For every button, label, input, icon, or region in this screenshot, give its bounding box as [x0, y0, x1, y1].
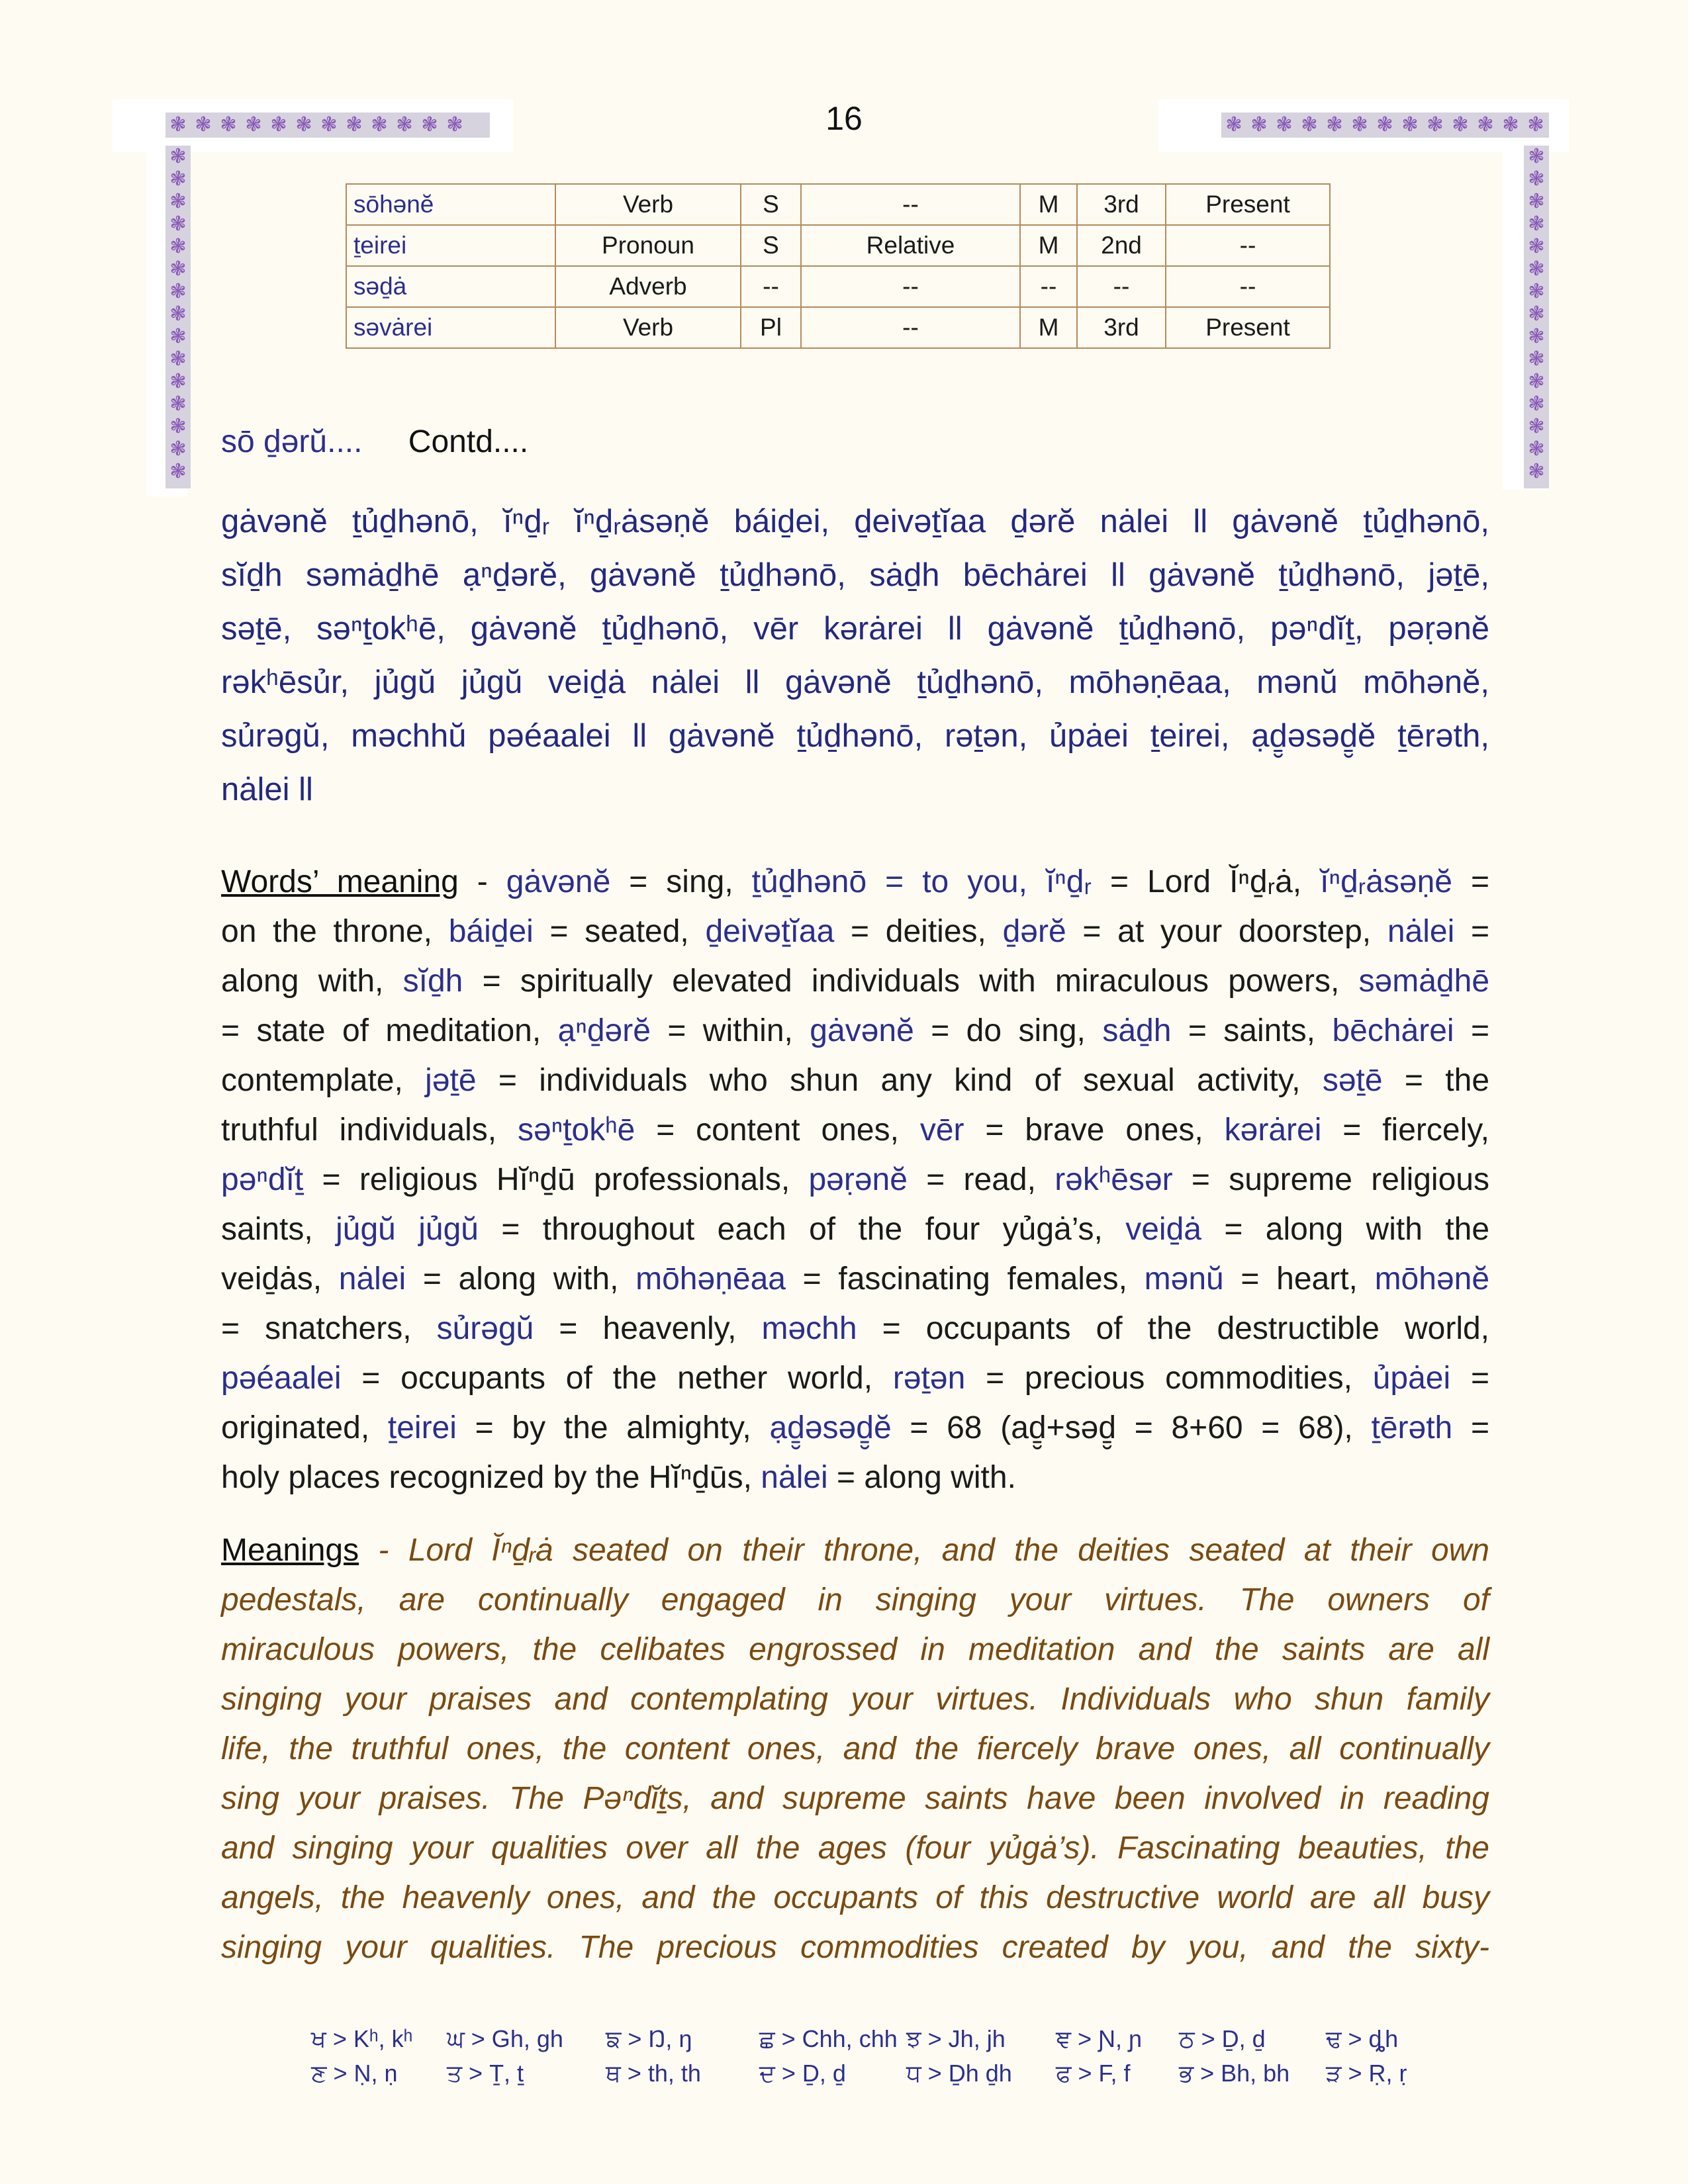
definition-text: = the	[1382, 1063, 1490, 1098]
legend-entry: ਢ > ȡh	[1326, 2025, 1399, 2052]
table-cell: Pl	[741, 307, 801, 348]
flower-ornament-icon: ❃	[169, 325, 187, 348]
transliterated-term: nȧlei	[761, 1460, 828, 1495]
flower-ornament-icon: ❃	[169, 190, 187, 213]
definition-text: on the throne,	[221, 914, 449, 949]
flower-ornament-icon: ❃	[169, 257, 187, 281]
legend-entry: ਣ > Ṇ, ṇ	[311, 2059, 398, 2087]
table-cell: --	[1020, 266, 1077, 307]
definition-text: = Lord Ĭⁿḏᵣȧ,	[1091, 864, 1321, 899]
flower-ornament-icon: ❃	[169, 145, 187, 168]
transliterated-term: veiḏȧ	[1125, 1212, 1201, 1247]
transliterated-term: jəṯē	[425, 1063, 477, 1098]
transliterated-term: səmȧḏhē	[1358, 964, 1490, 999]
transliterated-term: ṯērəth	[1371, 1410, 1453, 1445]
legend-entry: ਘ > Gh, gh	[447, 2025, 563, 2052]
table-row	[346, 225, 1330, 266]
table-row	[346, 266, 1330, 307]
meaning-line	[221, 1625, 1489, 1674]
definition-text: = state of meditation,	[221, 1013, 558, 1048]
definition-text: saints,	[221, 1212, 336, 1247]
words-meaning-line	[221, 1403, 1489, 1453]
meaning-text: - Lord Ĭⁿḏᵣȧ seated on their throne, and the deities seated at their own	[359, 1533, 1489, 1568]
words-meaning-section	[221, 857, 1489, 1502]
definition-text: =	[1452, 1410, 1489, 1445]
flower-ornament-icon: ❃	[1528, 167, 1545, 191]
transliterated-term: ṯủḏhənō = to you, ĭⁿḏᵣ	[751, 864, 1092, 899]
flower-ornament-icon: ❃	[1376, 113, 1393, 136]
legend-row	[311, 2022, 1473, 2056]
meaning-text: life, the truthful ones, the content ones, and the fiercely brave ones, all continually	[221, 1731, 1489, 1766]
table-cell: M	[1020, 307, 1077, 348]
meaning-text: singing your praises and contemplating your virtues. Individuals who shun family	[221, 1682, 1489, 1717]
definition-text: = read,	[907, 1162, 1055, 1197]
flower-ornament-icon: ❃	[1528, 325, 1545, 348]
flower-ornament-icon: ❃	[1452, 113, 1469, 136]
transliterated-term: ạḏ̮əsəḏ̮ĕ	[769, 1410, 892, 1445]
table-cell: 2nd	[1077, 225, 1166, 266]
flower-ornament-icon: ❃	[1326, 113, 1343, 136]
legend-entry: ਫ > F, f	[1056, 2059, 1131, 2087]
transliterated-term: ạⁿḏərĕ	[557, 1013, 651, 1048]
flower-ornament-icon: ❃	[371, 113, 388, 136]
definition-text: = snatchers,	[221, 1311, 437, 1346]
definition-text: originated,	[221, 1410, 388, 1445]
definition-text: = occupants of the nether world,	[341, 1361, 893, 1396]
flower-ornament-icon: ❃	[1502, 113, 1519, 136]
definition-text: = supreme religious	[1172, 1162, 1489, 1197]
table-cell: Present	[1166, 184, 1330, 225]
flower-ornament-icon: ❃	[1528, 257, 1545, 281]
meanings-heading: Meanings	[221, 1533, 359, 1568]
flower-ornament-icon: ❃	[1528, 460, 1545, 483]
table-cell: --	[741, 266, 801, 307]
page-number: 16	[825, 100, 863, 137]
definition-text: = deities,	[834, 914, 1003, 949]
flower-ornament-icon: ❃	[396, 113, 413, 136]
flower-strip-right	[1524, 146, 1549, 488]
definition-text: =	[1454, 1013, 1490, 1048]
verse-text	[221, 495, 1489, 817]
transliterated-term: gȧvənĕ	[810, 1013, 914, 1048]
definition-text: = brave ones,	[964, 1113, 1225, 1148]
transliterated-term: məchh	[761, 1311, 857, 1346]
meaning-line	[221, 1674, 1489, 1724]
flower-ornament-icon: ❃	[1528, 280, 1545, 303]
table-cell: Present	[1166, 307, 1330, 348]
flower-ornament-icon: ❃	[169, 302, 187, 326]
words-meaning-line	[221, 857, 1489, 907]
table-cell: M	[1020, 184, 1077, 225]
meaning-line	[221, 1774, 1489, 1823]
table-cell: S	[741, 225, 801, 266]
transliterated-term: jủgŭ jủgŭ	[336, 1212, 479, 1247]
flower-ornament-icon: ❃	[220, 113, 237, 136]
flower-ornament-icon: ❃	[1528, 347, 1545, 371]
transliterated-term: mənŭ	[1144, 1261, 1224, 1297]
flower-ornament-icon: ❃	[1351, 113, 1368, 136]
transliterated-term: ḏeivəṯĭaa	[705, 914, 835, 949]
transliterated-term: səⁿṯokʰē	[518, 1113, 635, 1148]
transliterated-term: vēr	[919, 1113, 964, 1148]
flower-ornament-icon: ❃	[169, 167, 187, 191]
words-meaning-line	[221, 1353, 1489, 1403]
meaning-text: pedestals, are continually engaged in singing your virtues. The owners of	[221, 1582, 1489, 1617]
verse-line: nȧlei ll	[221, 772, 313, 807]
flower-ornament-icon: ❃	[169, 415, 187, 438]
definition-text: = spiritually elevated individuals with miraculous powers,	[463, 964, 1359, 999]
words-meaning-line	[221, 1105, 1489, 1155]
definition-text: = along with,	[406, 1261, 636, 1297]
flower-ornament-icon: ❃	[270, 113, 287, 136]
flower-ornament-icon: ❃	[320, 113, 338, 136]
transliterated-term: gȧvənĕ	[506, 864, 611, 899]
flower-ornament-icon: ❃	[169, 113, 187, 136]
flower-ornament-icon: ❃	[1528, 212, 1545, 236]
words-meaning-heading: Words’ meaning	[221, 864, 459, 899]
words-meaning-line	[221, 1254, 1489, 1304]
transliterated-term: báiḏei	[448, 914, 534, 949]
meaning-text: miraculous powers, the celibates engrossed in meditation and the saints are all	[221, 1632, 1489, 1667]
definition-text: truthful individuals,	[221, 1113, 518, 1148]
legend-entry: ਖ > Kʰ, kʰ	[311, 2025, 413, 2052]
table-cell-word: səḏȧ	[346, 266, 555, 307]
definition-text: = throughout each of the four yủgȧ’s,	[478, 1212, 1126, 1247]
legend-entry: ਥ > th, th	[606, 2059, 701, 2087]
transliterated-term: mōhənĕ	[1374, 1261, 1490, 1297]
flower-ornament-icon: ❃	[1401, 113, 1419, 136]
transliterated-term: kərȧrei	[1224, 1113, 1322, 1148]
meaning-line	[221, 1823, 1489, 1873]
table-cell: --	[1077, 266, 1166, 307]
definition-text: = at your doorstep,	[1066, 914, 1387, 949]
definition-text: = within,	[650, 1013, 810, 1048]
legend-entry: ਛ > Chh, chh	[759, 2025, 898, 2052]
definition-text: = sing,	[610, 864, 752, 899]
verse-line: sủrəgŭ, məchhŭ pəéaalei ll gȧvənĕ ṯủḏhənō, rəṯən, ủpȧei ṯeirei, ạḏ̮əsəḏ̮ĕ ṯērəth,	[221, 718, 1489, 754]
legend-entry: ਞ > Ɲ, ɲ	[1056, 2025, 1143, 2052]
transliterated-term: mōhəṇēaa	[635, 1261, 786, 1297]
transliterated-term: pəṛənĕ	[808, 1162, 908, 1197]
definition-text: = 68 (aḏ̮+səḏ̮ = 8+60 = 68),	[891, 1410, 1372, 1445]
definition-text: = seated,	[533, 914, 706, 949]
table-cell: Adverb	[555, 266, 741, 307]
table-cell: S	[741, 184, 801, 225]
transliterated-term: nȧlei	[338, 1261, 406, 1297]
transliterated-term: sĭḏh	[402, 964, 463, 999]
definition-text: = saints,	[1171, 1013, 1333, 1048]
definition-text: = individuals who shun any kind of sexual activity,	[476, 1063, 1323, 1098]
meaning-line	[221, 1923, 1489, 1972]
table-cell: Verb	[555, 307, 741, 348]
transliterated-term: ủpȧei	[1372, 1361, 1451, 1396]
meaning-line	[221, 1873, 1489, 1923]
words-meaning-line	[221, 1453, 1489, 1502]
flower-ornament-icon: ❃	[169, 212, 187, 236]
table-cell-word: sōhənĕ	[346, 184, 555, 225]
flower-ornament-icon: ❃	[1528, 302, 1545, 326]
flower-ornament-icon: ❃	[195, 113, 212, 136]
table-cell: Pronoun	[555, 225, 741, 266]
gurmukhi-transliteration-legend	[311, 2022, 1473, 2091]
legend-entry: ਝ > Jh, jh	[906, 2025, 1006, 2052]
words-meaning-line	[221, 1155, 1489, 1205]
flower-ornament-icon: ❃	[1528, 415, 1545, 438]
verse-line: səṯē, səⁿṯokʰē, gȧvənĕ ṯủḏhənō, vēr kərȧrei ll gȧvənĕ ṯủḏhənō, pəⁿdĭṯ, pəṛənĕ	[221, 611, 1489, 647]
transliterated-term: ḏərĕ	[1002, 914, 1066, 949]
flower-strip-left	[165, 146, 191, 488]
definition-text: =	[1454, 914, 1490, 949]
flower-ornament-icon: ❃	[446, 113, 463, 136]
definition-text: = precious commodities,	[965, 1361, 1373, 1396]
flower-ornament-icon: ❃	[1528, 190, 1545, 213]
flower-ornament-icon: ❃	[169, 460, 187, 483]
flower-strip-top-right	[1221, 113, 1549, 138]
words-meaning-line	[221, 956, 1489, 1006]
flower-ornament-icon: ❃	[1477, 113, 1494, 136]
flower-ornament-icon: ❃	[169, 235, 187, 258]
meaning-text: sing your praises. The Pəⁿdĭṯs, and supreme saints have been involved in reading	[221, 1781, 1489, 1816]
table-cell-word: ṯeirei	[346, 225, 555, 266]
table-cell: Relative	[801, 225, 1020, 266]
meaning-text: and singing your qualities over all the ages (four yủgȧ’s). Fascinating beauties, the	[221, 1831, 1489, 1866]
flower-ornament-icon: ❃	[169, 437, 187, 461]
flower-ornament-icon: ❃	[1528, 235, 1545, 258]
definition-text: veiḏȧs,	[221, 1261, 339, 1297]
legend-entry: ਧ > Ḏh ḏh	[906, 2059, 1012, 2087]
table-row	[346, 307, 1330, 348]
table-cell: --	[1166, 225, 1330, 266]
legend-entry: ਙ > Ŋ, ŋ	[606, 2025, 692, 2052]
table-cell: --	[801, 307, 1020, 348]
legend-entry: ਭ > Bh, bh	[1179, 2059, 1290, 2087]
verse-line: gȧvənĕ ṯủḏhənō, ĭⁿḏᵣ ĭⁿḏᵣȧsəṇĕ báiḏei, ḏeivəṯĭaa ḏərĕ nȧlei ll gȧvənĕ ṯủḏhənō,	[221, 504, 1489, 539]
flower-ornament-icon: ❃	[169, 347, 187, 371]
flower-ornament-icon: ❃	[1528, 437, 1545, 461]
words-meaning-line	[221, 907, 1489, 956]
definition-text: -	[458, 864, 506, 899]
table-cell: M	[1020, 225, 1077, 266]
transliterated-term: pəⁿdĭṯ	[221, 1162, 304, 1197]
definition-text: = religious Hĭⁿḏū professionals,	[303, 1162, 809, 1197]
meaning-line	[221, 1724, 1489, 1774]
table-row	[346, 184, 1330, 225]
definition-text: =	[1452, 864, 1489, 899]
transliterated-term: rəkʰēsər	[1055, 1162, 1173, 1197]
meanings-section	[221, 1525, 1489, 1972]
flower-strip-top-left	[165, 113, 490, 138]
flower-ornament-icon: ❃	[1527, 113, 1544, 136]
contd-line	[221, 424, 528, 460]
meaning-text: angels, the heavenly ones, and the occupants of this destructive world are all busy	[221, 1880, 1489, 1915]
words-meaning-line	[221, 1056, 1489, 1105]
meaning-line	[221, 1525, 1489, 1575]
verse-line: rəkʰēsủr, jủgŭ jủgŭ veiḏȧ nȧlei ll gȧvənĕ ṯủḏhənō, mōhəṇēaa, mənŭ mōhənĕ,	[221, 664, 1489, 700]
verse-line: sĭḏh səmȧḏhē ạⁿḏərĕ, gȧvənĕ ṯủḏhənō, sȧḏh bēchȧrei ll gȧvənĕ ṯủḏhənō, jəṯē,	[221, 557, 1489, 593]
legend-entry: ਤ > Ṯ, ṯ	[447, 2059, 524, 2087]
transliterated-term: nȧlei	[1387, 914, 1455, 949]
legend-entry: ਠ > Ḏ, ḏ	[1179, 2025, 1266, 2052]
flower-ornament-icon: ❃	[1528, 392, 1545, 416]
definition-text: = by the almighty,	[456, 1410, 770, 1445]
transliterated-term: sȧḏh	[1102, 1013, 1172, 1048]
transliterated-term: pəéaalei	[221, 1361, 342, 1396]
legend-entry: ੜ > Ṛ, ṛ	[1326, 2059, 1407, 2087]
definition-text: = fiercely,	[1321, 1113, 1490, 1148]
flower-ornament-icon: ❃	[169, 392, 187, 416]
definition-text: = do sing,	[914, 1013, 1103, 1048]
flower-ornament-icon: ❃	[1276, 113, 1293, 136]
flower-ornament-icon: ❃	[1301, 113, 1318, 136]
flower-ornament-icon: ❃	[295, 113, 312, 136]
legend-entry: ਦ > Ḏ, ḏ	[759, 2059, 846, 2087]
table-cell: --	[801, 184, 1020, 225]
definition-text: =	[1450, 1361, 1490, 1396]
flower-ornament-icon: ❃	[169, 280, 187, 303]
definition-text: = heavenly,	[534, 1311, 762, 1346]
meaning-line	[221, 1575, 1489, 1625]
words-meaning-line	[221, 1006, 1489, 1056]
flower-ornament-icon: ❃	[1528, 370, 1545, 393]
transliterated-term: ṯeirei	[387, 1410, 457, 1445]
flower-ornament-icon: ❃	[346, 113, 363, 136]
meaning-text: singing your qualities. The precious commodities created by you, and the sixty-	[221, 1930, 1489, 1965]
table-cell-word: səvȧrei	[346, 307, 555, 348]
words-meaning-line	[221, 1205, 1489, 1254]
definition-text: = along with.	[827, 1460, 1016, 1495]
definition-text: = heart,	[1223, 1261, 1375, 1297]
legend-row	[311, 2056, 1473, 2091]
transliterated-term: bēchȧrei	[1332, 1013, 1454, 1048]
definition-text: = along with the	[1201, 1212, 1490, 1247]
flower-ornament-icon: ❃	[1225, 113, 1243, 136]
contd-transliteration: sō ḏərŭ....	[221, 424, 363, 459]
table-cell: 3rd	[1077, 184, 1166, 225]
contd-label: Contd....	[408, 424, 529, 459]
table-cell: --	[801, 266, 1020, 307]
flower-ornament-icon: ❃	[1427, 113, 1444, 136]
definition-text: holy places recognized by the Hĭⁿḏūs,	[221, 1460, 761, 1495]
flower-ornament-icon: ❃	[1250, 113, 1268, 136]
table-cell: 3rd	[1077, 307, 1166, 348]
flower-ornament-icon: ❃	[1528, 145, 1545, 168]
definition-text: = content ones,	[635, 1113, 920, 1148]
definition-text: contemplate,	[221, 1063, 426, 1098]
table-cell: --	[1166, 266, 1330, 307]
flower-ornament-icon: ❃	[421, 113, 438, 136]
transliterated-term: rəṯən	[892, 1361, 966, 1396]
grammar-table	[346, 183, 1331, 349]
transliterated-term: ĭⁿḏᵣȧsəṇĕ	[1320, 864, 1452, 899]
flower-ornament-icon: ❃	[245, 113, 262, 136]
transliterated-term: sủrəgŭ	[436, 1311, 534, 1346]
definition-text: = occupants of the destructible world,	[857, 1311, 1490, 1346]
transliterated-term: səṯē	[1322, 1063, 1383, 1098]
table-cell: Verb	[555, 184, 741, 225]
flower-ornament-icon: ❃	[169, 370, 187, 393]
words-meaning-line	[221, 1304, 1489, 1353]
definition-text: = fascinating females,	[785, 1261, 1145, 1297]
definition-text: along with,	[221, 964, 403, 999]
